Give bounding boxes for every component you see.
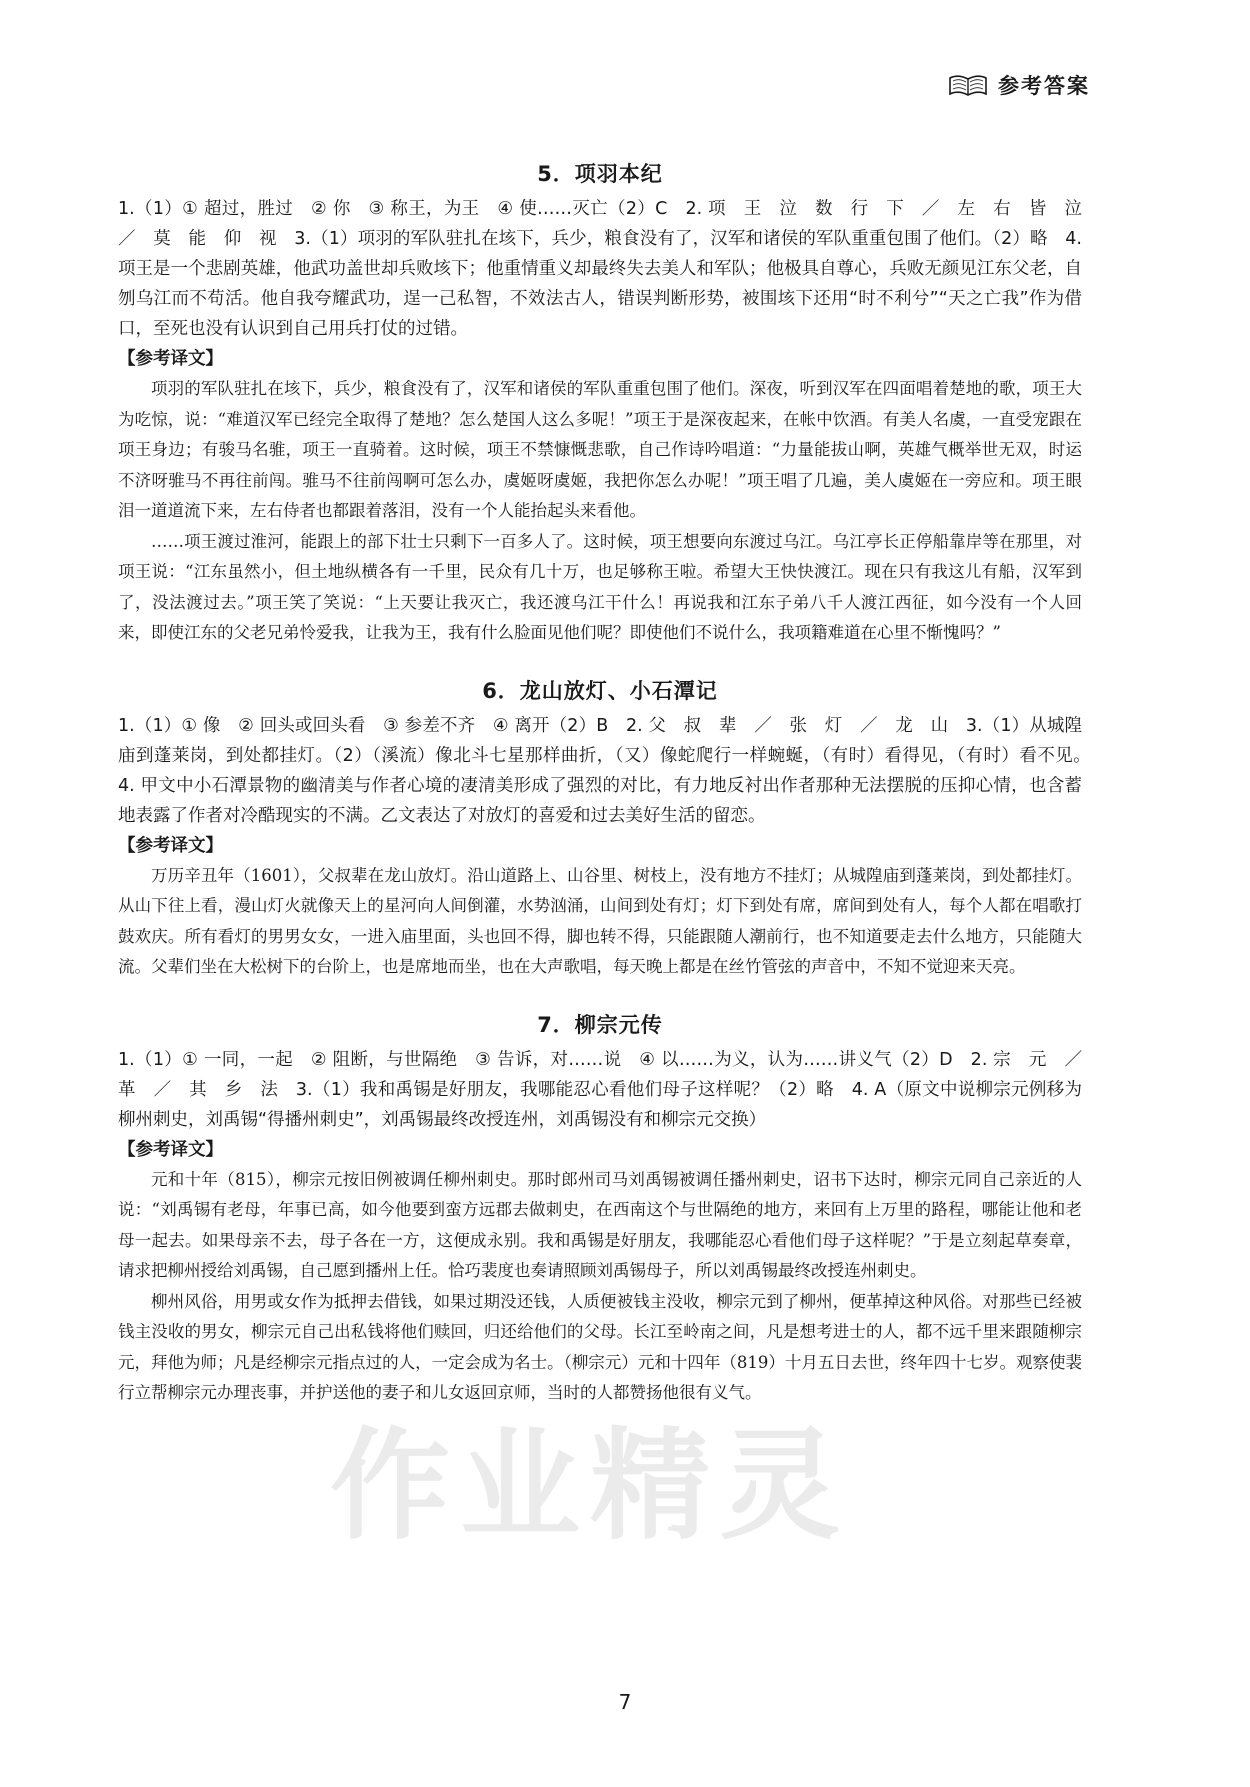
watermark: 作业精灵: [330, 1417, 850, 1556]
reference-translation-label: 【参考译文】: [118, 349, 223, 369]
section-answers: 1.（1）① 像 ② 回头或回头看 ③ 参差不齐 ④ 离开（2）B 2. 父 叔 辈 ／ 张 灯 ／ 龙 山 3.（1）从城隍庙到蓬莱岗，到处都挂灯。（2）（溪流）像北斗七星那样曲折，（又）像蛇爬行一样蜿蜒，（有时）看得见，（有时）看不见。 4. 甲文中小石潭景物的幽清美与作者心境的凄清美形成了强烈的对比，有力地反衬出作者那种无法摆脱的压抑心情，也含蓄地表露了作者对冷酷现实的不满。乙文表达了对放灯的喜爱和过去美好生活的留恋。: [118, 715, 1100, 826]
section-xiangyu: [118, 158, 1100, 649]
section-answers: 1.（1）① 超过，胜过 ② 你 ③ 称王，为王 ④ 使……灭亡（2）C 2. 项 王 泣 数 行 下 ／ 左 右 皆 泣 ／ 莫 能 仰 视 3.（1）项羽的军队驻扎在垓下，兵少，粮食没有了，汉军和诸侯的军队重重包围了他们。（2）略 4. 项王是一个悲剧英雄，他武功盖世却兵败垓下；他重情重义却最终失去美人和军队；他极具自尊心，兵败无颜见江东父老，自刎乌江而不苟活。他自我夸耀武功，逞一己私智，不效法古人，错误判断形势，被围垓下还用“时不利兮”“天之亡我”作为借口，至死也没有认识到自己用兵打仗的过错。: [118, 199, 1100, 339]
section-title: 5．项羽本纪: [537, 162, 663, 186]
open-book-icon: [948, 72, 988, 98]
translation-paragraph: 项羽的军队驻扎在垓下，兵少，粮食没有了，汉军和诸侯的军队重重包围了他们。深夜，听到汉军在四面唱着楚地的歌，项王大为吃惊，说：“难道汉军已经完全取得了楚地？怎么楚国人这么多呢！”项王于是深夜起来，在帐中饮酒。有美人名虞，一直受宠跟在项王身边；有骏马名骓，项王一直骑着。这时候，项王不禁慷慨悲歌，自己作诗吟唱道：“力量能拔山啊，英雄气概举世无双，时运不济呀骓马不再往前闯。骓马不往前闯啊可怎么办，虞姬呀虞姬，我把你怎么办呢！”项王唱了几遍，美人虞姬在一旁应和。项王眼泪一道道流下来，左右侍者也都跟着落泪，没有一个人能抬起头来看他。: [118, 379, 1082, 520]
answer-content: [118, 158, 1100, 1435]
section-answers: 1.（1）① 一同，一起 ② 阻断，与世隔绝 ③ 告诉，对……说 ④ 以……为义，认为……讲义气（2）D 2. 宗 元 ／ 革 ／ 其 乡 法 3.（1）我和禹锡是好朋友，我哪能忍心看他们母子这样呢？（2）略 4. A（原文中说柳宗元例移为柳州刺史，刘禹锡“得播州刺史”，刘禹锡最终改授连州，刘禹锡没有和柳宗元交换）: [118, 1049, 1100, 1130]
reference-translation-label: 【参考译文】: [118, 1139, 223, 1160]
page-header: [948, 68, 1090, 102]
page-number: 7: [618, 1690, 632, 1714]
translation-paragraph: 柳州风俗，用男或女作为抵押去借钱，如果过期没还钱，人质便被钱主没收，柳宗元到了柳州，便革掉这种风俗。对那些已经被钱主没收的男女，柳宗元自己出私钱将他们赎回，归还给他们的父母。长江至岭南之间，凡是想考进士的人，都不远千里来跟随柳宗元，拜他为师；凡是经柳宗元指点过的人，一定会成为名士。（柳宗元）元和十四年（819）十月五日去世，终年四十七岁。观察使裴行立帮柳宗元办理丧事，并护送他的妻子和儿女返回京师，当时的人都赞扬他很有义气。: [118, 1291, 1082, 1402]
translation-paragraph: ……项王渡过淮河，能跟上的部下壮士只剩下一百多人了。这时候，项王想要向东渡过乌江。乌江亭长正停船靠岸等在那里，对项王说：“江东虽然小，但土地纵横各有一千里，民众有几十万，也足够称王啦。希望大王快快渡江。现在只有我这儿有船，汉军到了，没法渡过去。”项王笑了笑说：“上天要让我灭亡，我还渡乌江干什么！再说我和江东子弟八千人渡江西征，如今没有一个人回来，即使江东的父老兄弟怜爱我，让我为王，我有什么脸面见他们呢？即使他们不说什么，我项籍难道在心里不惭愧吗？”: [118, 531, 1082, 642]
reference-translation-label: 【参考译文】: [118, 835, 223, 856]
translation-paragraph: 元和十年（815），柳宗元按旧例被调任柳州刺史。那时郎州司马刘禹锡被调任播州刺史，诏书下达时，柳宗元同自己亲近的人说：“刘禹锡有老母，年事已高，如今他要到蛮方远郡去做刺史，在西南这个与世隔绝的地方，来回有上万里的路程，哪能让他和老母一起去。如果母亲不去，母子各在一方，这便成永别。我和禹锡是好朋友，我哪能忍心看他们母子这样呢？”于是立刻起草奏章，请求把柳州授给刘禹锡，自己愿到播州上任。恰巧裴度也奏请照顾刘禹锡母子，所以刘禹锡最终改授连州刺史。: [118, 1169, 1082, 1280]
section-longshan: [118, 675, 1100, 983]
section-title: 7．柳宗元传: [537, 1012, 663, 1037]
translation-paragraph: 万历辛丑年（1601），父叔辈在龙山放灯。沿山道路上、山谷里、树枝上，没有地方不挂灯；从城隍庙到蓬莱岗，到处都挂灯。从山下往上看，漫山灯火就像天上的星河向人间倒灌，水势汹涌，山间到处有灯；灯下到处有席，席间到处有人，每个人都在唱歌打鼓欢庆。所有看灯的男男女女，一进入庙里面，头也回不得，脚也转不得，只能跟随人潮前行，也不知道要走去什么地方，只能随大流。父辈们坐在大松树下的台阶上，也是席地而坐，也在大声歌唱，每天晚上都是在丝竹管弦的声音中，不知不觉迎来天亮。: [118, 865, 1082, 976]
section-title: 6．龙山放灯、小石潭记: [482, 678, 718, 703]
header-title: 参考答案: [998, 74, 1090, 98]
section-liuzongyuan: [118, 1009, 1100, 1409]
